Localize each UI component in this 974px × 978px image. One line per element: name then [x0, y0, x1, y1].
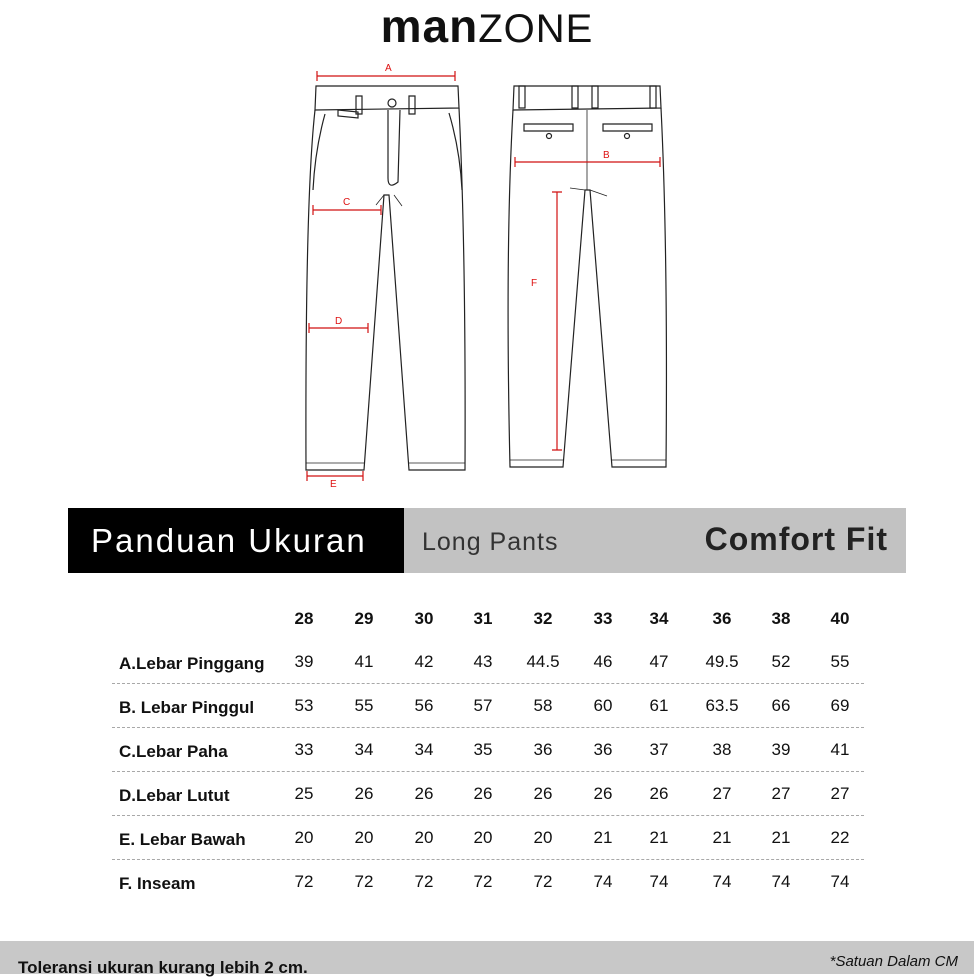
front-left-pocket [313, 114, 325, 190]
table-cell: 21 [649, 828, 669, 847]
table-cell: 56 [414, 696, 434, 715]
table-cell: 27 [771, 784, 791, 803]
size-guide-banner [68, 508, 906, 573]
table-cell: 72 [533, 872, 553, 891]
table-cell: 27 [712, 784, 732, 803]
row-label: D.Lebar Lutut [119, 786, 230, 805]
table-cell: 74 [649, 872, 669, 891]
table-cell: 26 [649, 784, 669, 803]
measure-e-label: E [330, 479, 337, 490]
size-header: 31 [473, 609, 493, 628]
table-cell: 60 [593, 696, 613, 715]
tolerance-note: Toleransi ukuran kurang lebih 2 cm. [18, 958, 308, 977]
table-cell: 55 [830, 652, 850, 671]
unit-note: *Satuan Dalam CM [829, 953, 958, 970]
table-cell: 21 [593, 828, 613, 847]
row-label: A.Lebar Pinggang [119, 654, 265, 673]
table-cell: 72 [354, 872, 374, 891]
pants-diagram [0, 55, 974, 495]
table-cell: 74 [830, 872, 850, 891]
brand-logo-part2: ZONE [478, 7, 594, 51]
table-cell: 20 [473, 828, 493, 847]
table-cell: 63.5 [705, 696, 739, 715]
banner-subtitle: Long Pants [422, 528, 559, 556]
table-cell: 34 [414, 740, 434, 759]
table-row [112, 860, 864, 903]
back-left-pocket [524, 124, 573, 131]
table-cell: 22 [830, 828, 850, 847]
table-cell: 26 [593, 784, 613, 803]
size-header: 29 [354, 609, 374, 628]
table-cell: 52 [771, 652, 791, 671]
table-cell: 69 [830, 696, 850, 715]
measure-f-label: F [531, 278, 538, 289]
table-cell: 44.5 [526, 652, 560, 671]
table-cell: 74 [712, 872, 732, 891]
table-cell: 72 [473, 872, 493, 891]
table-cell: 36 [533, 740, 553, 759]
table-cell: 35 [473, 740, 493, 759]
banner-fit-label: Comfort Fit [704, 521, 888, 557]
table-cell: 21 [771, 828, 791, 847]
back-left-pocket-button [547, 134, 552, 139]
table-cell: 72 [414, 872, 434, 891]
table-cell: 41 [830, 740, 850, 759]
measure-b-line [515, 157, 660, 167]
table-cell: 42 [414, 652, 434, 671]
back-waistband [513, 86, 661, 110]
size-header: 33 [593, 609, 613, 628]
table-cell: 26 [354, 784, 374, 803]
size-header: 30 [414, 609, 434, 628]
back-right-pocket-button [625, 134, 630, 139]
table-cell: 55 [354, 696, 374, 715]
table-cell: 20 [354, 828, 374, 847]
measure-d-label: D [335, 316, 343, 327]
table-cell: 74 [593, 872, 613, 891]
table-cell: 49.5 [705, 652, 739, 671]
front-belt-loops [356, 96, 415, 114]
table-cell: 61 [649, 696, 669, 715]
table-cell: 36 [593, 740, 613, 759]
table-cell: 25 [294, 784, 314, 803]
size-header: 38 [771, 609, 791, 628]
table-cell: 26 [473, 784, 493, 803]
front-fly [388, 110, 400, 185]
row-label: C.Lebar Paha [119, 742, 228, 761]
measure-b-label: B [603, 150, 610, 161]
table-cell: 21 [712, 828, 732, 847]
table-cell: 41 [354, 652, 374, 671]
table-cell: 39 [771, 740, 791, 759]
table-row [112, 816, 864, 860]
table-cell: 74 [771, 872, 791, 891]
front-outline [306, 108, 465, 470]
table-cell: 47 [649, 652, 669, 671]
front-button [388, 99, 396, 107]
table-cell: 34 [354, 740, 374, 759]
table-cell: 72 [294, 872, 314, 891]
size-table [112, 598, 864, 903]
table-cell: 66 [771, 696, 791, 715]
table-cell: 33 [294, 740, 314, 759]
brand-logo [0, 2, 974, 53]
table-cell: 38 [712, 740, 732, 759]
table-cell: 20 [294, 828, 314, 847]
measure-f-line [552, 192, 562, 450]
table-cell: 57 [473, 696, 493, 715]
size-header: 32 [533, 609, 553, 628]
table-cell: 39 [294, 652, 314, 671]
table-row [112, 728, 864, 772]
table-cell: 37 [649, 740, 669, 759]
measure-c-label: C [343, 197, 351, 208]
table-cell: 26 [414, 784, 434, 803]
back-folds [570, 188, 607, 196]
table-row [112, 640, 864, 684]
table-cell: 46 [593, 652, 613, 671]
table-cell: 20 [533, 828, 553, 847]
table-cell: 27 [830, 784, 850, 803]
back-belt-loops [519, 86, 656, 108]
table-row [112, 684, 864, 728]
back-right-pocket [603, 124, 652, 131]
row-label: E. Lebar Bawah [119, 830, 246, 849]
banner-title: Panduan Ukuran [68, 508, 404, 573]
row-label: B. Lebar Pinggul [119, 698, 255, 717]
table-cell: 26 [533, 784, 553, 803]
size-header: 36 [712, 609, 732, 628]
row-label: F. Inseam [119, 874, 196, 893]
table-cell: 58 [533, 696, 553, 715]
table-cell: 53 [294, 696, 314, 715]
table-cell: 20 [414, 828, 434, 847]
table-row [112, 772, 864, 816]
size-header: 34 [649, 609, 669, 628]
front-waistband [315, 86, 459, 110]
footer-bar [0, 941, 974, 977]
size-header: 28 [294, 609, 314, 628]
size-header: 40 [830, 609, 850, 628]
brand-logo-part1: man [380, 0, 479, 52]
front-coin-pocket [338, 110, 358, 118]
measure-a-label: A [385, 63, 392, 74]
size-header-row [112, 598, 864, 640]
table-cell: 43 [473, 652, 493, 671]
